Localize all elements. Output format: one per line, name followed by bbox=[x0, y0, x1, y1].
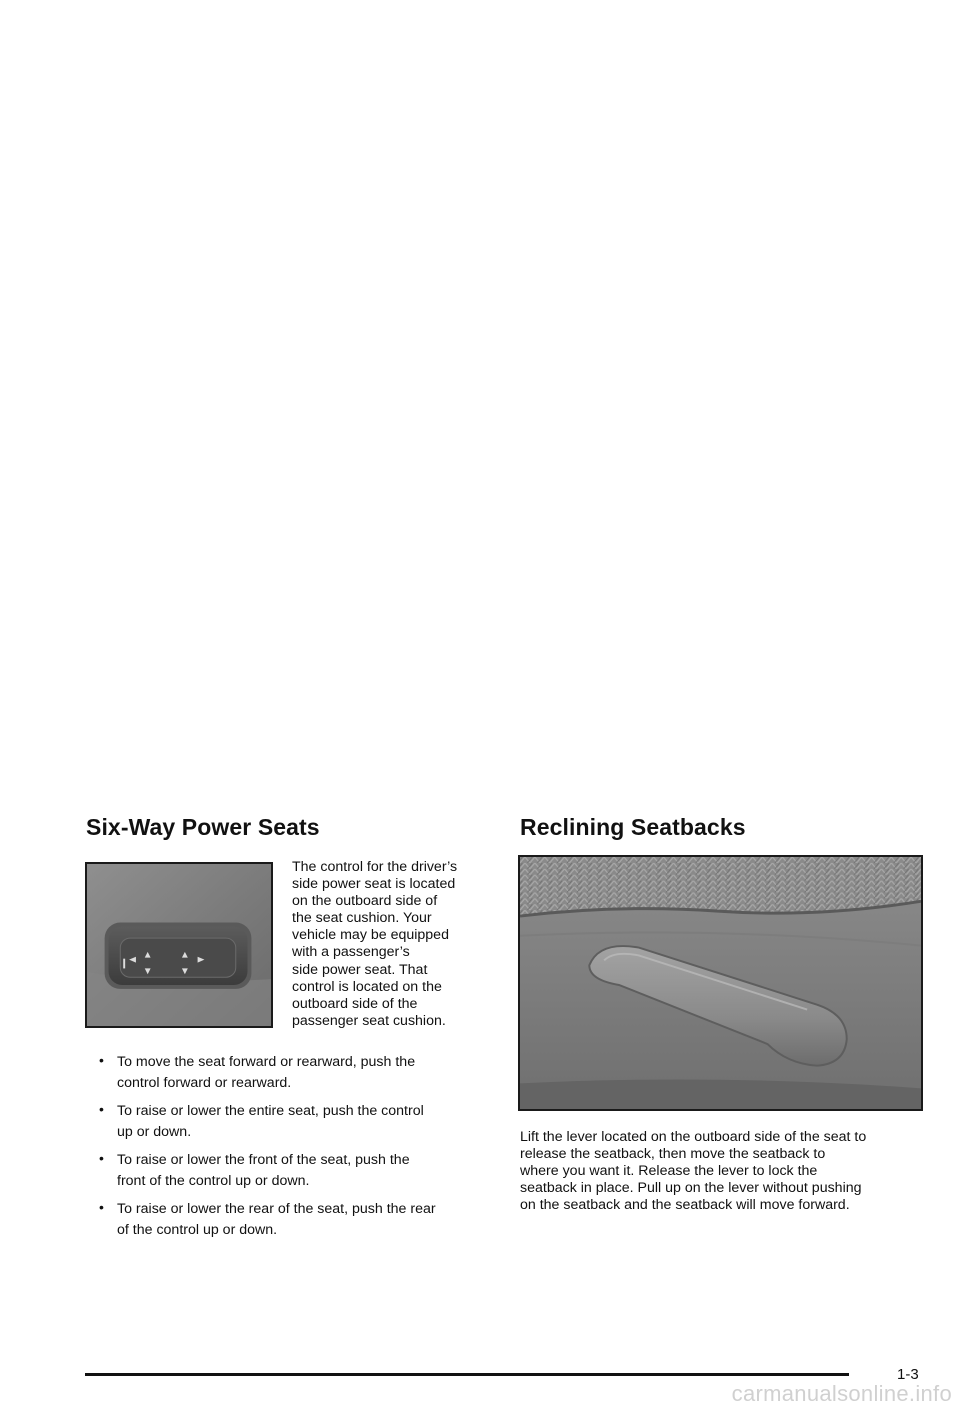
list-item bbox=[99, 1199, 499, 1241]
text-line: vehicle may be equipped bbox=[292, 927, 449, 944]
text-line: side power seat is located bbox=[292, 876, 456, 893]
text-line: with a passenger’s bbox=[292, 944, 410, 961]
power-seat-control-illustration bbox=[87, 864, 271, 1026]
power-seat-control-photo bbox=[85, 862, 273, 1028]
page-number: 1-3 bbox=[897, 1366, 919, 1383]
power-seat-description bbox=[292, 859, 497, 1030]
recline-lever-illustration bbox=[520, 857, 921, 1109]
bullet-icon: • bbox=[99, 1199, 104, 1215]
bullet-icon: • bbox=[99, 1052, 104, 1068]
text-line: control forward or rearward. bbox=[117, 1075, 292, 1091]
recline-description bbox=[520, 1129, 930, 1214]
text-line: on the seatback and the seatback will move forward. bbox=[520, 1197, 850, 1214]
list-item bbox=[99, 1101, 499, 1143]
text-line: To raise or lower the front of the seat, push the bbox=[117, 1152, 410, 1168]
text-line: outboard side of the bbox=[292, 995, 418, 1012]
text-line: The control for the driver’s bbox=[292, 859, 458, 875]
bullet-icon: • bbox=[99, 1150, 104, 1166]
text-line: the seat cushion. Your bbox=[292, 910, 432, 927]
text-line: front of the control up or down. bbox=[117, 1173, 310, 1189]
text-line: up or down. bbox=[117, 1124, 192, 1140]
power-seat-bullet-list bbox=[99, 1052, 499, 1248]
text-line: control is located on the bbox=[292, 978, 442, 995]
section-heading-reclining-seatbacks: Reclining Seatbacks bbox=[520, 814, 746, 840]
list-item bbox=[99, 1150, 499, 1192]
text-line: side power seat. That bbox=[292, 961, 428, 978]
text-line: To move the seat forward or rearward, push the bbox=[117, 1054, 416, 1070]
text-line: of the control up or down. bbox=[117, 1222, 278, 1238]
text-line: Lift the lever located on the outboard side of the seat to bbox=[520, 1129, 867, 1145]
text-line: where you want it. Release the lever to lock the bbox=[520, 1163, 818, 1180]
watermark: carmanualsonline.info bbox=[731, 1381, 952, 1406]
text-line: on the outboard side of bbox=[292, 893, 438, 910]
recline-lever-photo bbox=[518, 855, 923, 1111]
text-line: To raise or lower the rear of the seat, push the rear bbox=[117, 1201, 436, 1217]
list-item bbox=[99, 1052, 499, 1094]
text-line: release the seatback, then move the seatback to bbox=[520, 1146, 826, 1163]
text-line: seatback in place. Pull up on the lever without pushing bbox=[520, 1180, 862, 1197]
text-line: passenger seat cushion. bbox=[292, 1012, 446, 1029]
text-line: To raise or lower the entire seat, push the control bbox=[117, 1103, 424, 1119]
bullet-icon: • bbox=[99, 1101, 104, 1117]
footer-rule bbox=[85, 1373, 849, 1376]
section-heading-six-way-power-seats: Six-Way Power Seats bbox=[86, 814, 320, 840]
